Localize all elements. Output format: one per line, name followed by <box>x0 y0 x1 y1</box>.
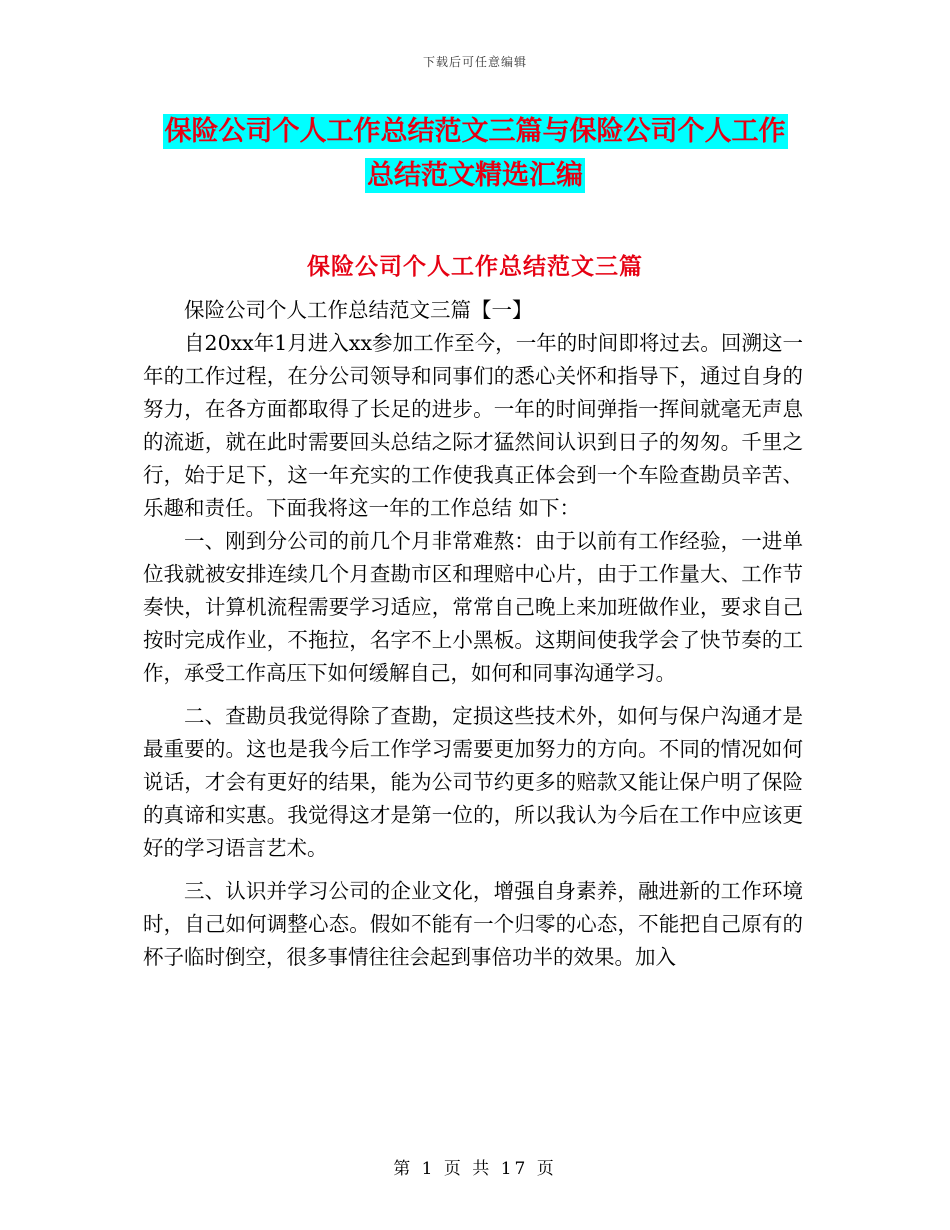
body-paragraph: 二、查勘员我觉得除了查勘，定损这些技术外，如何与保户沟通才是最重要的。这也是我今后工作学习需要更加努力的方向。不同的情况如何说话，才会有更好的结果，能为公司节约更多的赔款又能让保户明了保险的真谛和实惠。我觉得这才是第一位的，所以我认为今后在工作中应该更好的学习语言艺术。 <box>143 704 803 860</box>
section-title: 保险公司个人工作总结范文三篇 <box>307 253 643 280</box>
body-paragraph: 自20xx年1月进入xx参加工作至今，一年的时间即将过去。回溯这一年的工作过程，在分公司领导和同事们的悉心关怀和指导下，通过自身的努力，在各方面都取得了长足的进步。一年的时间弹指一挥间就毫无声息的流逝，就在此时需要回头总结之际才猛然间认识到日子的匆匆。千里之行，始于足下，这一年充实的工作使我真正体会到一个车险查勘员辛苦、乐趣和责任。下面我将这一年的工作总结 如下： <box>143 331 803 520</box>
body-paragraph: 一、刚到分公司的前几个月非常难熬：由于以前有工作经验，一进单位我就被安排连续几个月查勘市区和理赔中心片，由于工作量大、工作节奏快，计算机流程需要学习适应，常常自己晚上来加班做作业，要求自己按时完成作业，不拖拉，名字不上小黑板。这期间使我学会了快节奏的工作，承受工作高压下如何缓解自己，如何和同事沟通学习。 <box>143 529 803 685</box>
page-number-footer: 第 1 页 共 17 页 <box>393 1159 557 1179</box>
body-paragraph: 三、认识并学习公司的企业文化，增强自身素养，融进新的工作环境时，自己如何调整心态。假如不能有一个归零的心态，不能把自己原有的杯子临时倒空，很多事情往往会起到事倍功半的效果。加入 <box>143 879 803 969</box>
document-title-line-2: 总结范文精选汇编 <box>367 160 583 191</box>
page-header-note: 下载后可任意编辑 <box>422 55 527 69</box>
document-title-line-1: 保险公司个人工作总结范文三篇与保险公司个人工作 <box>164 116 786 147</box>
document-title <box>0 110 950 198</box>
subheading-paragraph: 保险公司个人工作总结范文三篇【一】 <box>184 298 533 322</box>
document-body <box>143 294 803 974</box>
